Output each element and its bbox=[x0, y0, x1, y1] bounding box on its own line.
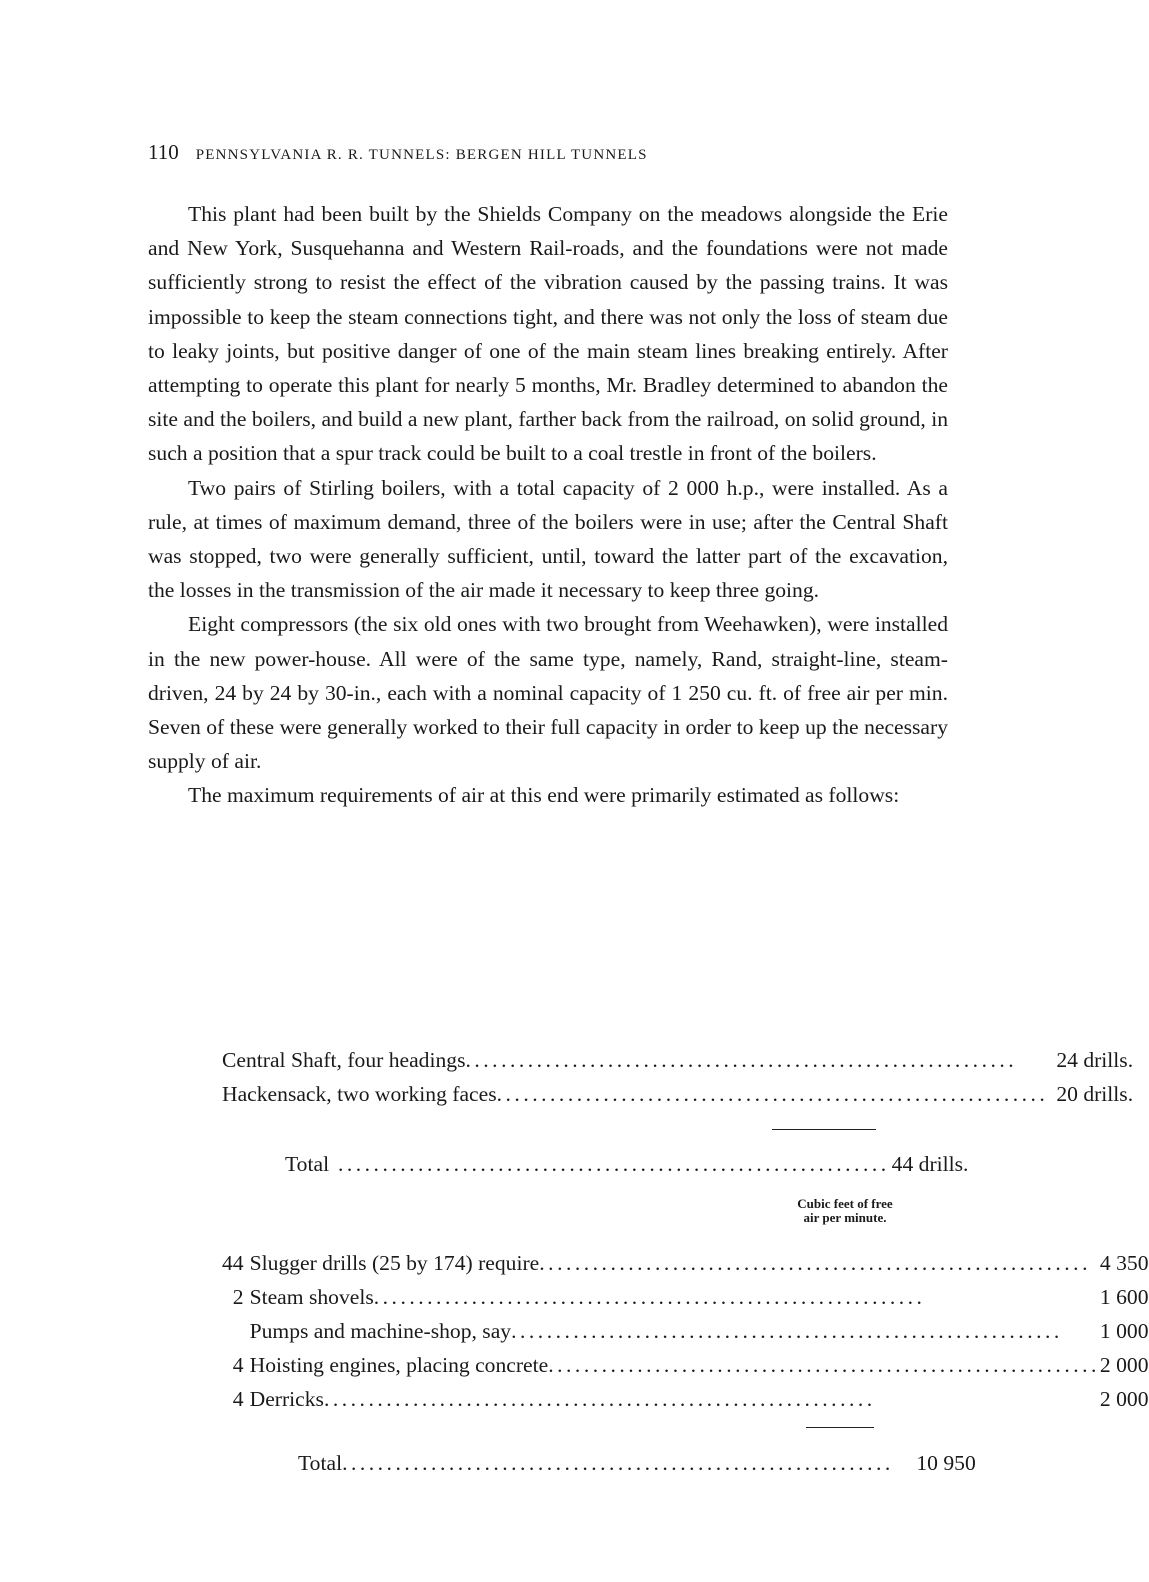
row-value: 1 600 bbox=[1099, 1284, 1149, 1309]
paragraph: Two pairs of Stirling boilers, with a total capacity of 2 000 h.p., were installed. As a rule, at times of maximum demand, three of the boilers were in use; after the Central Shaft was stopped, two were generally sufficient, until, toward the latter part of the excavation, the losses in the transmission of the air made it necessary to keep three going. bbox=[148, 475, 948, 603]
total-value: 10 950 bbox=[916, 1450, 976, 1475]
row-label: Derricks bbox=[249, 1386, 324, 1411]
total-label: Total bbox=[285, 1151, 330, 1176]
row-qty: 4 bbox=[232, 1352, 244, 1377]
row-value: 24 drills. bbox=[1056, 1047, 1134, 1072]
row-label: Slugger drills (25 by 174) require bbox=[249, 1250, 540, 1275]
row-label: Hoisting engines, placing concrete bbox=[249, 1352, 549, 1377]
table-row: 44 Slugger drills (25 by 174) require .............................................................. 4 350 bbox=[222, 1246, 1149, 1280]
table-row: Pumps and machine-shop, say .............................................................. 1 000 bbox=[222, 1314, 1149, 1348]
row-qty: 44 bbox=[222, 1250, 244, 1275]
air-sum-rule bbox=[806, 1427, 874, 1428]
row-value: 20 drills. bbox=[1056, 1081, 1134, 1106]
row-qty bbox=[222, 1314, 250, 1348]
total-label: Total bbox=[298, 1450, 343, 1475]
row-label: Central Shaft, four headings bbox=[222, 1047, 466, 1072]
drills-sum-rule bbox=[772, 1129, 876, 1130]
page-number: 110 bbox=[148, 140, 179, 164]
table-row: Central Shaft, four headings .............................................................. 24 drills. bbox=[222, 1043, 1133, 1077]
column-header: Cubic feet of free air per minute. bbox=[797, 1196, 893, 1225]
paragraph: Eight compressors (the six old ones with two brought from Weehawken), were installed in the new power-house. All were of the same type, namely, Rand, straight-line, steam-driven, 24 by 24 by 30-in., each with a nominal capacity of 1 250 cu. ft. of free air per min. Seven of these were generally worked to their full capacity in order to keep up the necessary supply of air. bbox=[148, 612, 948, 774]
body-text bbox=[148, 197, 948, 813]
running-header bbox=[148, 140, 883, 165]
row-label: Steam shovels bbox=[249, 1284, 374, 1309]
row-qty: 4 bbox=[232, 1386, 244, 1411]
total-value: 44 drills. bbox=[891, 1151, 969, 1176]
air-total bbox=[298, 1446, 976, 1480]
table-row: 2 Steam shovels .............................................................. 1 600 bbox=[222, 1280, 1149, 1314]
row-value: 1 000 bbox=[1099, 1318, 1149, 1343]
drills-table bbox=[222, 1043, 1133, 1111]
row-qty: 2 bbox=[232, 1284, 244, 1309]
row-label: Hackensack, two working faces bbox=[222, 1081, 497, 1106]
row-value: 4 350 bbox=[1099, 1250, 1149, 1275]
table-row: Total .............................................................. 44 drills. bbox=[285, 1147, 1000, 1181]
row-value: 2 000 bbox=[1099, 1352, 1149, 1377]
paragraph: The maximum requirements of air at this end were primarily estimated as follows: bbox=[188, 783, 900, 808]
running-title: PENNSYLVANIA R. R. TUNNELS: BERGEN HILL TUNNELS bbox=[195, 147, 648, 163]
air-table bbox=[222, 1246, 1149, 1416]
row-value: 2 000 bbox=[1099, 1386, 1149, 1411]
row-label: Pumps and machine-shop, say bbox=[249, 1318, 512, 1343]
drills-total bbox=[285, 1147, 1000, 1181]
table-row: Hackensack, two working faces .............................................................. 20 drills. bbox=[222, 1077, 1133, 1111]
table-row: 4 Hoisting engines, placing concrete .............................................................. 2 000 bbox=[222, 1348, 1149, 1382]
table-row: 4 Derricks .............................................................. 2 000 bbox=[222, 1382, 1149, 1416]
paragraph: This plant had been built by the Shields Company on the meadows alongside the Erie and New York, Susquehanna and Western Rail-roads, and the foundations were not made sufficiently strong to resist the effect of the vibration caused by the passing trains. It was impossible to keep the steam connections tight, and there was not only the loss of steam due to leaky joints, but positive danger of one of the main steam lines breaking entirely. After attempting to operate this plant for nearly 5 months, Mr. Bradley determined to abandon the site and the boilers, and build a new plant, farther back from the railroad, on solid ground, in such a position that a spur track could be built to a coal trestle in front of the boilers. bbox=[148, 202, 948, 466]
table-row: Total .............................................................. 10 950 bbox=[298, 1446, 976, 1480]
